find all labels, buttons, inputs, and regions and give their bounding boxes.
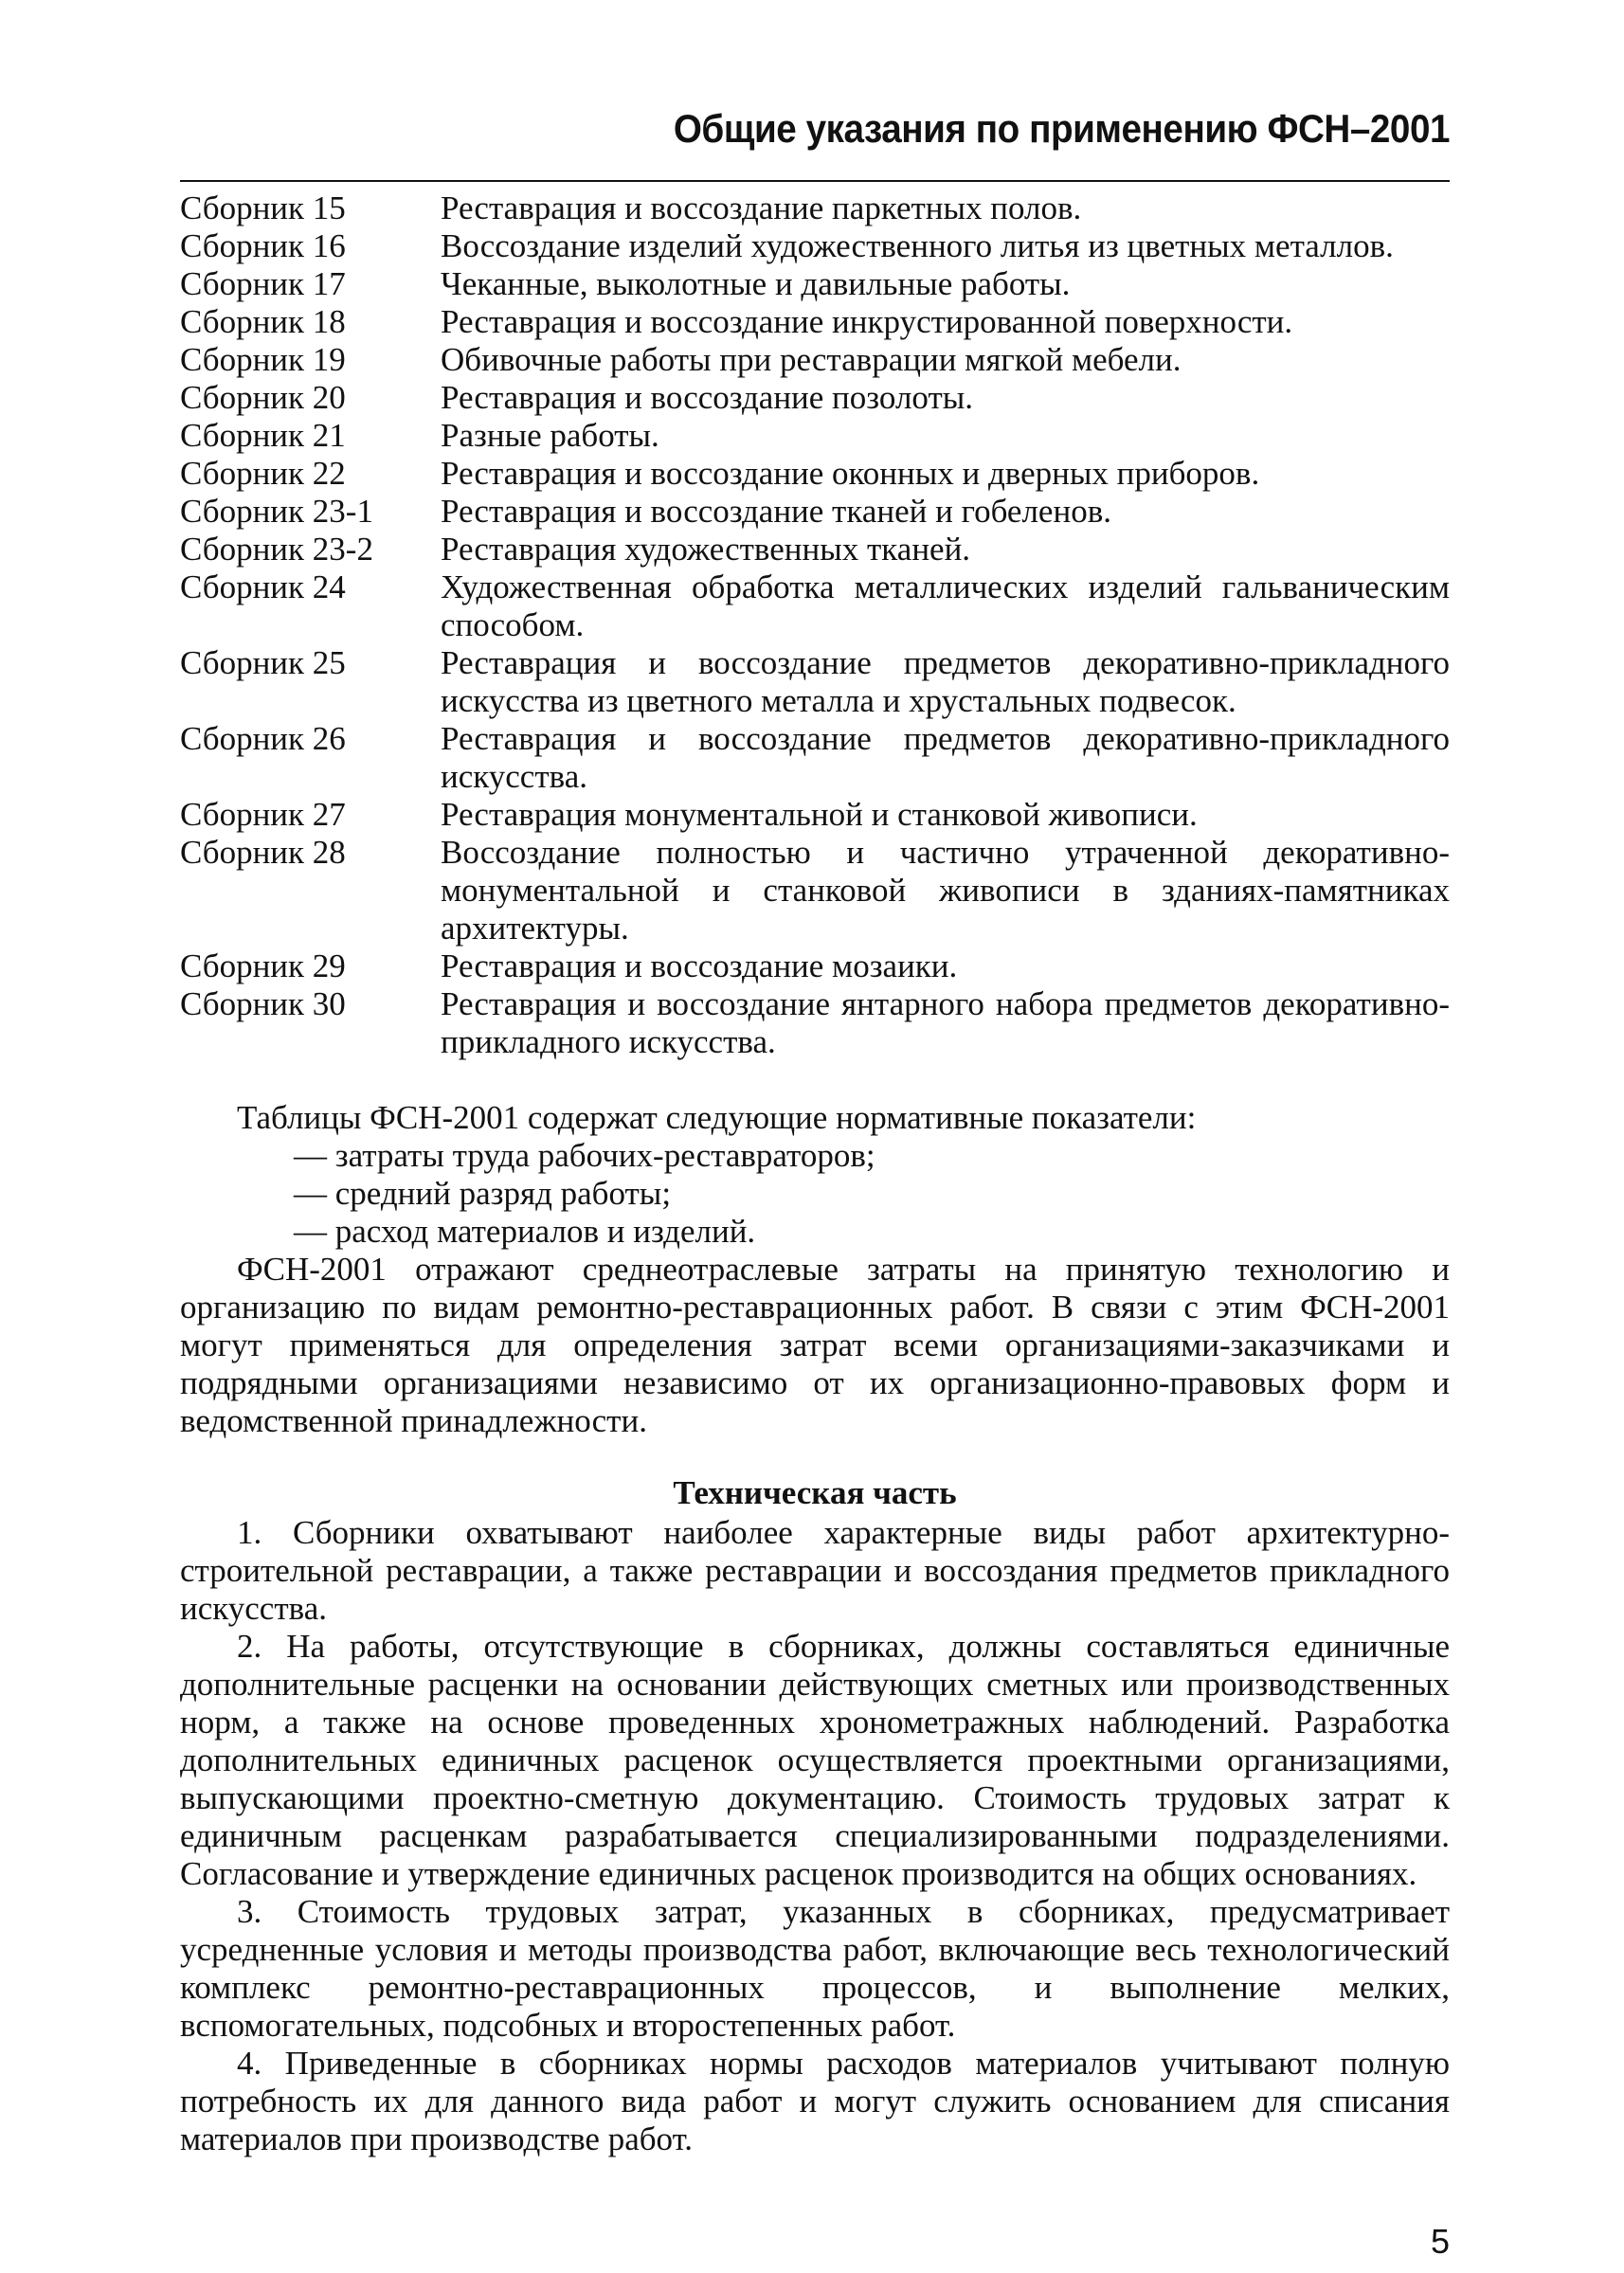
list-item [180,985,1450,1061]
collection-description: Реставрация и воссоздание тканей и гобеленов. [441,493,1111,530]
list-item [180,227,1450,265]
list-item [180,455,1450,493]
collection-description: Художественная обработка металлических изделий гальваническим способом. [441,568,1450,643]
indicator-item: — расход материалов и изделий. [294,1213,756,1250]
page-number: 5 [1430,2222,1450,2261]
collection-name: Сборник 20 [180,379,346,416]
list-item [180,341,1450,379]
collection-description: Воссоздание полностью и частично утраченной декоративно-монументальной и станковой живописи в зданиях-памятниках архитектуры. [441,834,1450,947]
list-item [180,303,1450,341]
section-title: Техническая часть [673,1474,957,1511]
collection-description: Реставрация и воссоздание мозаики. [441,947,958,984]
list-item [180,379,1450,417]
technical-item: 3. Стоимость трудовых затрат, указанных в сборниках, предусматривает усредненные условия и методы производства работ, включающие весь технологический комплекс ремонтно-реставрационных процессов, и выполнение мелких, вспомогательных, подсобных и второстепенных работ. [180,1893,1450,2044]
collection-description: Реставрация и воссоздание оконных и дверных приборов. [441,455,1260,492]
collection-name: Сборник 19 [180,341,346,378]
list-item [180,417,1450,455]
collection-name: Сборник 22 [180,455,346,492]
collection-description: Реставрация и воссоздание предметов декоративно-прикладного искусства из цветного металла и хрустальных подвесок. [441,644,1450,719]
collection-description: Реставрация и воссоздание предметов декоративно-прикладного искусства. [441,720,1450,795]
indicator-item: — затраты труда рабочих-реставраторов; [294,1137,875,1174]
header-rule [180,180,1450,182]
collection-name: Сборник 27 [180,796,346,833]
collection-name: Сборник 23-1 [180,493,373,530]
technical-item: 2. На работы, отсутствующие в сборниках, должны составляться единичные дополнительные расценки на основании действующих сметных или производственных норм, а также на основе проведенных хронометражных наблюдений. Разработка дополнительных единичных расценок осуществляется проектными организациями, выпускающими проектно-сметную документацию. Стоимость трудовых затрат к единичным расценкам разрабатывается специализированными подразделениями. Согласование и утверждение единичных расценок производится на общих основаниях. [180,1628,1450,1892]
collection-name: Сборник 30 [180,985,346,1022]
page-content [180,189,1450,2158]
collection-description: Разные работы. [441,417,659,454]
collection-name: Сборник 28 [180,834,346,871]
list-item [180,834,1450,947]
list-item [180,265,1450,303]
technical-item: 4. Приведенные в сборниках нормы расходов материалов учитывают полную потребность их для данного вида работ и могут служить основанием для списания материалов при производстве работ. [180,2045,1450,2157]
collection-description: Воссоздание изделий художественного литья из цветных металлов. [441,227,1394,264]
list-item [180,189,1450,227]
list-item [180,531,1450,568]
technical-section [180,1514,1450,2158]
list-item [180,493,1450,531]
collection-name: Сборник 15 [180,189,346,226]
list-item [180,644,1450,720]
collection-description: Реставрация и воссоздание янтарного набора предметов декоративно-прикладного искусства. [441,985,1450,1060]
collection-name: Сборник 29 [180,947,346,984]
collection-name: Сборник 25 [180,644,346,681]
collection-description: Реставрация и воссоздание позолоты. [441,379,974,416]
collection-description: Реставрация и воссоздание паркетных полов. [441,189,1082,226]
running-header: Общие указания по применению ФСН–2001 [673,106,1450,151]
collection-name: Сборник 21 [180,417,346,454]
collection-name: Сборник 24 [180,568,346,605]
collection-description: Обивочные работы при реставрации мягкой мебели. [441,341,1182,378]
collection-name: Сборник 23-2 [180,531,373,568]
collection-description: Реставрация монументальной и станковой живописи. [441,796,1198,833]
list-item [180,947,1450,985]
collection-name: Сборник 26 [180,720,346,757]
collection-description: Реставрация художественных тканей. [441,531,971,568]
collection-list [180,189,1450,1061]
list-item [180,796,1450,834]
collection-description: Реставрация и воссоздание инкрустированной поверхности. [441,303,1293,340]
collection-name: Сборник 18 [180,303,346,340]
technical-item: 1. Сборники охватывают наиболее характерные виды работ архитектурно-строительной реставрации, а также реставрации и воссоздания предметов прикладного искусства. [180,1514,1450,1627]
collection-name: Сборник 16 [180,227,346,264]
tables-intro: Таблицы ФСН-2001 содержат следующие нормативные показатели: [237,1099,1197,1136]
list-item [180,720,1450,796]
fsn-paragraph: ФСН-2001 отражают среднеотраслевые затраты на принятую технологию и организацию по видам ремонтно-реставрационных работ. В связи с этим ФСН-2001 могут применяться для определения затрат всеми организациями-заказчиками и подрядными организациями независимо от их организационно-правовых форм и ведомственной принадлежности. [180,1251,1450,1439]
collection-description: Чеканные, выколотные и давильные работы. [441,265,1071,302]
indicator-item: — средний разряд работы; [294,1175,672,1212]
tables-section [180,1099,1450,1440]
collection-name: Сборник 17 [180,265,346,302]
list-item [180,568,1450,644]
